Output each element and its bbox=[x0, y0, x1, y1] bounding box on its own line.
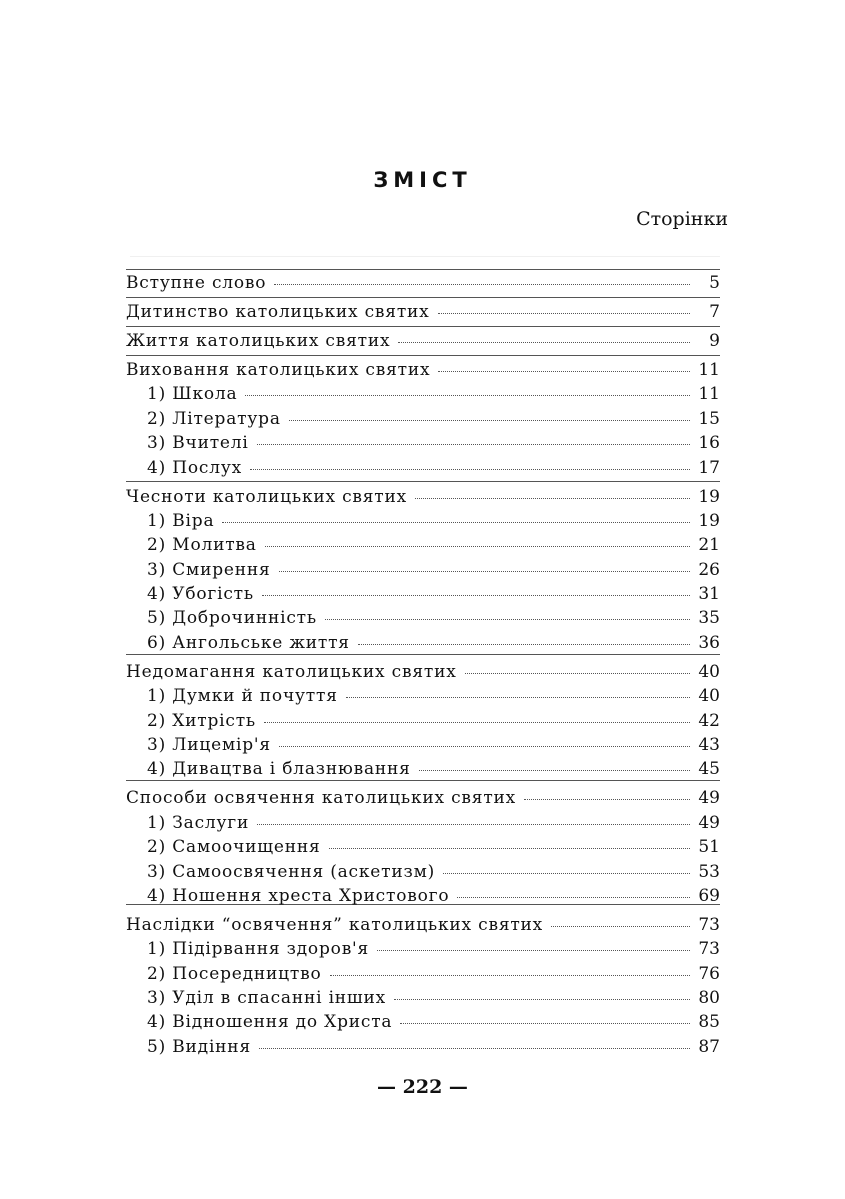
dot-leader bbox=[259, 1047, 690, 1049]
dot-leader bbox=[245, 394, 690, 396]
entry-page-number: 73 bbox=[698, 939, 720, 960]
entry-page-number: 73 bbox=[698, 914, 720, 935]
entry-label: 1) Віра bbox=[147, 510, 215, 531]
toc-subitem bbox=[126, 458, 720, 482]
dot-leader bbox=[438, 312, 690, 314]
dot-leader bbox=[443, 872, 690, 874]
entry-page-number: 45 bbox=[698, 759, 720, 780]
entry-page-number: 43 bbox=[698, 735, 720, 755]
dot-leader bbox=[415, 497, 690, 499]
toc-subitem bbox=[126, 584, 720, 608]
dot-leader bbox=[222, 521, 690, 523]
entry-page-number: 85 bbox=[698, 1012, 720, 1033]
toc-subitem bbox=[126, 862, 720, 886]
dot-leader bbox=[419, 769, 690, 771]
entry-label: 3) Вчителі bbox=[147, 433, 249, 454]
entry-label: 1) Школа bbox=[147, 384, 238, 405]
entry-label: 4) Убогість bbox=[147, 584, 254, 605]
entry-page-number: 15 bbox=[698, 408, 720, 429]
toc-subitem bbox=[126, 939, 720, 963]
entry-page-number: 21 bbox=[698, 535, 720, 556]
toc-subitem bbox=[126, 608, 720, 632]
dot-leader bbox=[438, 370, 690, 372]
dot-leader bbox=[524, 798, 690, 800]
dot-leader bbox=[257, 823, 690, 825]
dot-leader bbox=[551, 925, 690, 927]
entry-label: Життя католицьких святих bbox=[126, 330, 391, 351]
toc-section bbox=[126, 487, 720, 511]
entry-label: 2) Молитва bbox=[147, 535, 257, 556]
entry-page-number: 11 bbox=[698, 359, 720, 380]
entry-page-number: 87 bbox=[698, 1036, 720, 1057]
toc-subitem bbox=[126, 813, 720, 837]
entry-label: 6) Ангольське життя bbox=[147, 632, 350, 653]
entry-page-number: 35 bbox=[698, 608, 720, 629]
dot-leader bbox=[265, 545, 690, 547]
page-title: ЗМІСТ bbox=[373, 168, 472, 192]
entry-page-number: 31 bbox=[698, 584, 720, 605]
toc-section bbox=[126, 360, 720, 384]
entry-page-number: 40 bbox=[698, 661, 720, 682]
entry-label: Дитинство католицьких святих bbox=[126, 301, 430, 322]
dot-leader bbox=[289, 419, 690, 421]
entry-label: Способи освячення католицьких святих bbox=[126, 788, 517, 809]
dot-leader bbox=[329, 847, 690, 849]
entry-page-number: 7 bbox=[709, 301, 720, 322]
entry-page-number: 76 bbox=[698, 963, 720, 984]
entry-label: 2) Самоочищення bbox=[147, 837, 321, 858]
dot-leader bbox=[358, 643, 690, 645]
faint-rule bbox=[130, 256, 720, 257]
toc-subitem bbox=[126, 633, 720, 657]
dot-leader bbox=[394, 998, 690, 1000]
toc-subitem bbox=[126, 886, 720, 910]
dot-leader bbox=[325, 618, 690, 620]
entry-page-number: 16 bbox=[698, 433, 720, 454]
toc-subitem bbox=[126, 1012, 720, 1036]
entry-label: Чесноти католицьких святих bbox=[126, 486, 408, 507]
dot-leader bbox=[257, 443, 690, 445]
toc-subitem bbox=[126, 759, 720, 783]
entry-page-number: 36 bbox=[698, 632, 720, 653]
toc-subitem bbox=[126, 686, 720, 710]
entry-label: 5) Доброчинність bbox=[147, 608, 317, 629]
entry-label: 4) Дивацтва і блазнювання bbox=[147, 759, 411, 780]
toc-subitem bbox=[126, 735, 720, 759]
entry-label: 1) Заслуги bbox=[147, 812, 250, 833]
entry-page-number: 9 bbox=[709, 330, 720, 351]
entry-label: 2) Хитрість bbox=[147, 710, 256, 731]
dot-leader bbox=[346, 696, 690, 698]
entry-label: Вступне слово bbox=[126, 273, 267, 293]
dot-leader bbox=[274, 283, 690, 285]
dot-leader bbox=[264, 721, 690, 723]
entry-label: 3) Самоосвячення (аскетизм) bbox=[147, 861, 436, 882]
toc-section bbox=[126, 302, 720, 326]
entry-label: 1) Підірвання здоров'я bbox=[147, 939, 370, 960]
dot-leader bbox=[400, 1022, 690, 1024]
toc-subitem bbox=[126, 1037, 720, 1061]
dot-leader bbox=[262, 594, 690, 596]
entry-label: 3) Уділ в спасанні інших bbox=[147, 988, 387, 1009]
entry-page-number: 5 bbox=[709, 273, 720, 293]
entry-page-number: 17 bbox=[698, 457, 720, 478]
entry-page-number: 11 bbox=[698, 384, 720, 405]
toc-subitem bbox=[126, 560, 720, 584]
dot-leader bbox=[457, 896, 690, 898]
dot-leader bbox=[377, 949, 690, 951]
entry-label: 4) Відношення до Христа bbox=[147, 1012, 393, 1033]
entry-page-number: 40 bbox=[698, 686, 720, 707]
entry-page-number: 53 bbox=[698, 861, 720, 882]
toc-subitem bbox=[126, 837, 720, 861]
entry-label: 3) Смирення bbox=[147, 559, 271, 580]
pages-column-label: Сторінки bbox=[636, 208, 728, 230]
entry-label: 1) Думки й почуття bbox=[147, 686, 338, 707]
entry-label: 5) Видіння bbox=[147, 1036, 251, 1057]
section-divider bbox=[126, 269, 720, 270]
entry-label: 4) Послух bbox=[147, 457, 243, 478]
entry-page-number: 26 bbox=[698, 559, 720, 580]
entry-label: 4) Ношення хреста Христового bbox=[147, 885, 450, 906]
toc-section bbox=[126, 915, 720, 939]
entry-page-number: 19 bbox=[698, 510, 720, 531]
entry-page-number: 19 bbox=[698, 486, 720, 507]
table-of-contents bbox=[126, 273, 720, 1061]
page-number: — 222 — bbox=[377, 1076, 468, 1098]
dot-leader bbox=[250, 468, 690, 470]
toc-subitem bbox=[126, 511, 720, 535]
dot-leader bbox=[398, 341, 690, 343]
toc-subitem bbox=[126, 384, 720, 408]
toc-subitem bbox=[126, 988, 720, 1012]
toc-subitem bbox=[126, 535, 720, 559]
toc-subitem bbox=[126, 964, 720, 988]
toc-subitem bbox=[126, 433, 720, 457]
entry-page-number: 69 bbox=[698, 885, 720, 906]
toc-section bbox=[126, 788, 720, 812]
entry-page-number: 51 bbox=[698, 837, 720, 858]
entry-page-number: 49 bbox=[698, 788, 720, 809]
entry-page-number: 49 bbox=[698, 812, 720, 833]
entry-label: 2) Література bbox=[147, 408, 281, 429]
dot-leader bbox=[330, 974, 690, 976]
entry-label: Наслідки “освячення” католицьких святих bbox=[126, 914, 544, 935]
toc-section bbox=[126, 273, 720, 297]
toc-section bbox=[126, 331, 720, 355]
dot-leader bbox=[465, 672, 690, 674]
entry-label: Виховання католицьких святих bbox=[126, 359, 431, 380]
entry-label: 3) Лицемір'я bbox=[147, 735, 271, 755]
toc-subitem bbox=[126, 409, 720, 433]
dot-leader bbox=[279, 570, 690, 572]
dot-leader bbox=[279, 745, 690, 747]
toc-section bbox=[126, 662, 720, 686]
entry-label: 2) Посередництво bbox=[147, 963, 322, 984]
entry-label: Недомагання католицьких святих bbox=[126, 661, 457, 682]
entry-page-number: 80 bbox=[698, 988, 720, 1009]
toc-subitem bbox=[126, 711, 720, 735]
entry-page-number: 42 bbox=[698, 710, 720, 731]
